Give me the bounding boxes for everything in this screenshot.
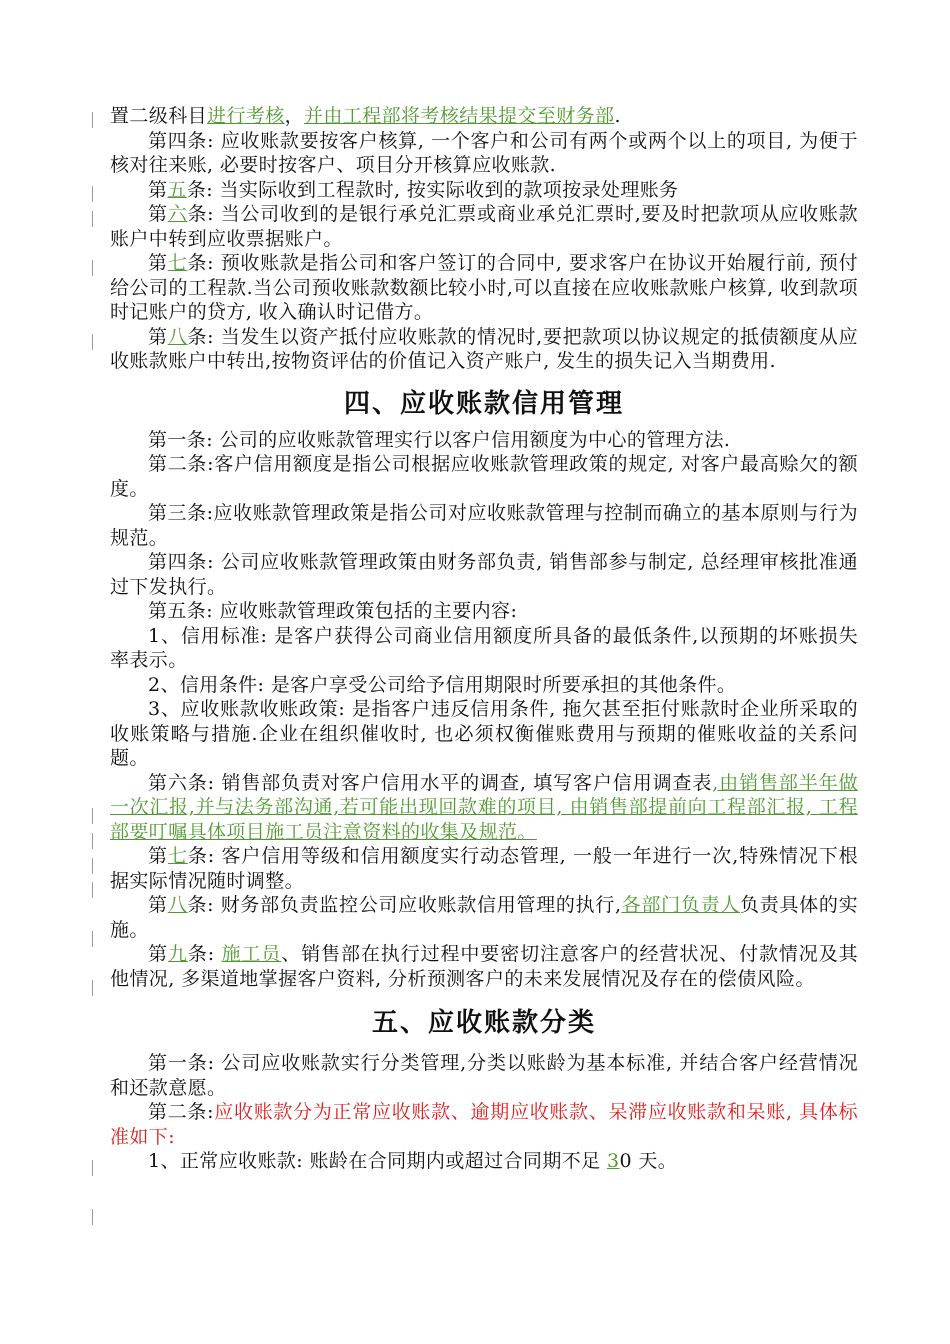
paragraph-s3-article-8 [110,325,858,374]
paragraph-s4-article-1: 第一条: 公司的应收账款管理实行以客户信用额度为中心的管理方法. [148,428,731,451]
text: 条: 当公司收到的是银行承兑汇票或商业承兑汇票时,要及时把款项从应收账款账户中转到应收票据账户。 [110,203,858,250]
paragraph-s4-article-6 [110,771,858,845]
revision-mark [92,334,93,350]
revision-mark [92,808,93,824]
text: 第 [148,894,168,916]
tracked-insertion: ,由销售部半年做一次汇报,并与法务部沟通,若可能出现回款难的项目, 由销售部提前向工程部汇报, 工程部要叮嘱具体项目施工员注意资料的收集及规范。 [110,771,859,843]
tracked-insertion: 施工员 [221,943,282,965]
text: 置二级科目 [110,105,208,127]
revision-mark [92,1160,93,1176]
tracked-insertion: 3 [606,1150,620,1172]
text: ， [284,105,305,127]
tracked-insertion: 八 [167,894,188,916]
revision-mark [92,211,93,227]
revision-mark [92,833,93,849]
tracked-insertion: 五 [167,178,187,201]
text: 、销售部在执行过程中要密切注意客户的经营状况、付款情况及其他情况, 多渠道地掌握客户资料, 分析预测客户的未来发展情况及存在的偿债风险。 [110,943,859,990]
tracked-insertion: 七 [167,252,188,274]
section-4-heading: 四、应收账款信用管理 [343,388,624,419]
tracked-insertion: 进行考核 [207,105,285,127]
paragraph-s4-article-8 [110,893,858,942]
revision-mark [92,112,93,128]
tracked-insertion: 七 [167,845,188,867]
revision-mark [92,858,93,874]
paragraph-s3-article-7 [110,251,858,325]
paragraph-s4-article-2: 第二条:客户信用额度是指公司根据应收账款管理政策的规定, 对客户最高赊欠的额度。 [110,453,858,500]
paragraph-s5-article-1: 第一条: 公司应收账款实行分类管理,分类以账龄为基本标准, 并结合客户经营情况和还款意愿。 [110,1052,858,1099]
text: 条: 财务部负责监控公司应收账款信用管理的执行, [187,894,622,916]
text: 条: [187,943,222,965]
paragraph-s5-item-1 [110,1149,858,1174]
revision-mark [92,260,93,276]
tracked-insertion: 八 [167,325,188,348]
text: 第六条: 销售部负责对客户信用水平的调查, 填写客户信用调查表 [148,771,713,794]
paragraph-s4-item-2: 2、信用条件: 是客户享受公司给予信用期限时所要承担的其他条件。 [148,673,737,696]
text: 条: 当实际收到工程款时, 按实际收到的款项按录处理账务 [186,178,679,201]
text: 第 [148,845,168,867]
paragraph-s4-item-3: 3、应收账款收账政策: 是指客户违反信用条件, 拖欠甚至拒付账款时企业所采取的收账策略与措施.企业在组织催收时, 也必须权衡催账费用与预期的催账收益的关系问题。 [110,698,858,769]
text: . [614,105,621,127]
text: 1、正常应收账款: 账龄在合同期内或超过合同期不足 [148,1150,607,1172]
text: 第 [148,178,168,201]
paragraph-s3-article-5 [110,178,858,203]
tracked-insertion: 九 [167,943,188,965]
paragraph-s5-article-2 [110,1100,858,1149]
revision-mark [92,1209,93,1225]
text: 0 天。 [619,1150,678,1172]
text: 条: 预收账款是指公司和客户签订的合同中, 要求客户在协议开始履行前, 预付给公司的工程款.当公司预收账款数额比较小时,可以直接在应收账款账户核算, 收到款项时记账户的贷方, 收入确认时记借方。 [110,252,858,323]
paragraph-s4-item-1: 1、信用标准: 是客户获得公司商业信用额度所具备的最低条件,以预期的坏账损失率表示。 [110,624,858,671]
paragraph-s4-article-3: 第三条:应收账款管理政策是指公司对应收账款管理与控制而确立的基本原则与行为规范。 [110,502,858,549]
paragraph-s4-article-7 [110,844,858,893]
text: 第 [148,252,168,274]
text: 第 [148,943,168,965]
tracked-insertion: 六 [167,203,188,225]
document-body [110,104,858,1174]
text: 负责具体的实施。 [110,894,858,941]
text: 条: 当发生以资产抵付应收账款的情况时,要把款项以协议规定的抵债额度从应收账款账户中转出,按物资评估的价值记入资产账户, 发生的损失记入当期费用. [110,325,858,372]
revision-mark [92,931,93,947]
paragraph-s4-article-5: 第五条: 应收账款管理政策包括的主要内容: [148,600,518,622]
tracked-insertion: 并由工程部将考核结果提交至财务部 [304,105,615,127]
text: 第 [148,325,168,348]
paragraph-s3-article-4: 第四条: 应收账款要按客户核算, 一个客户和公司有两个或两个以上的项目, 为便于核对往来账, 必要时按客户、项目分开核算应收账款. [110,129,858,176]
revision-mark [92,882,93,898]
tracked-insertion: 各部门负责人 [621,894,741,916]
section-5-heading: 五、应收账款分类 [371,1008,596,1038]
text: 第 [148,203,168,225]
text: 条: 客户信用等级和信用额度实行动态管理, 一般一年进行一次,特殊情况下根据实际情况随时调整。 [110,845,858,892]
paragraph-s3-article-6 [110,202,858,251]
paragraph-s4-article-9 [110,942,858,991]
revision-mark [92,980,93,996]
paragraph-s4-article-4: 第四条: 公司应收账款管理政策由财务部负责, 销售部参与制定, 总经理审核批准通过下发执行。 [110,551,858,598]
paragraph-s3-continued [110,104,858,129]
revision-mark [92,186,93,202]
highlighted-text: 应收账款分为正常应收账款、逾期应收账款、呆滞应收账款和呆账, 具体标准如下: [110,1101,858,1148]
text: 第二条: [148,1101,214,1123]
